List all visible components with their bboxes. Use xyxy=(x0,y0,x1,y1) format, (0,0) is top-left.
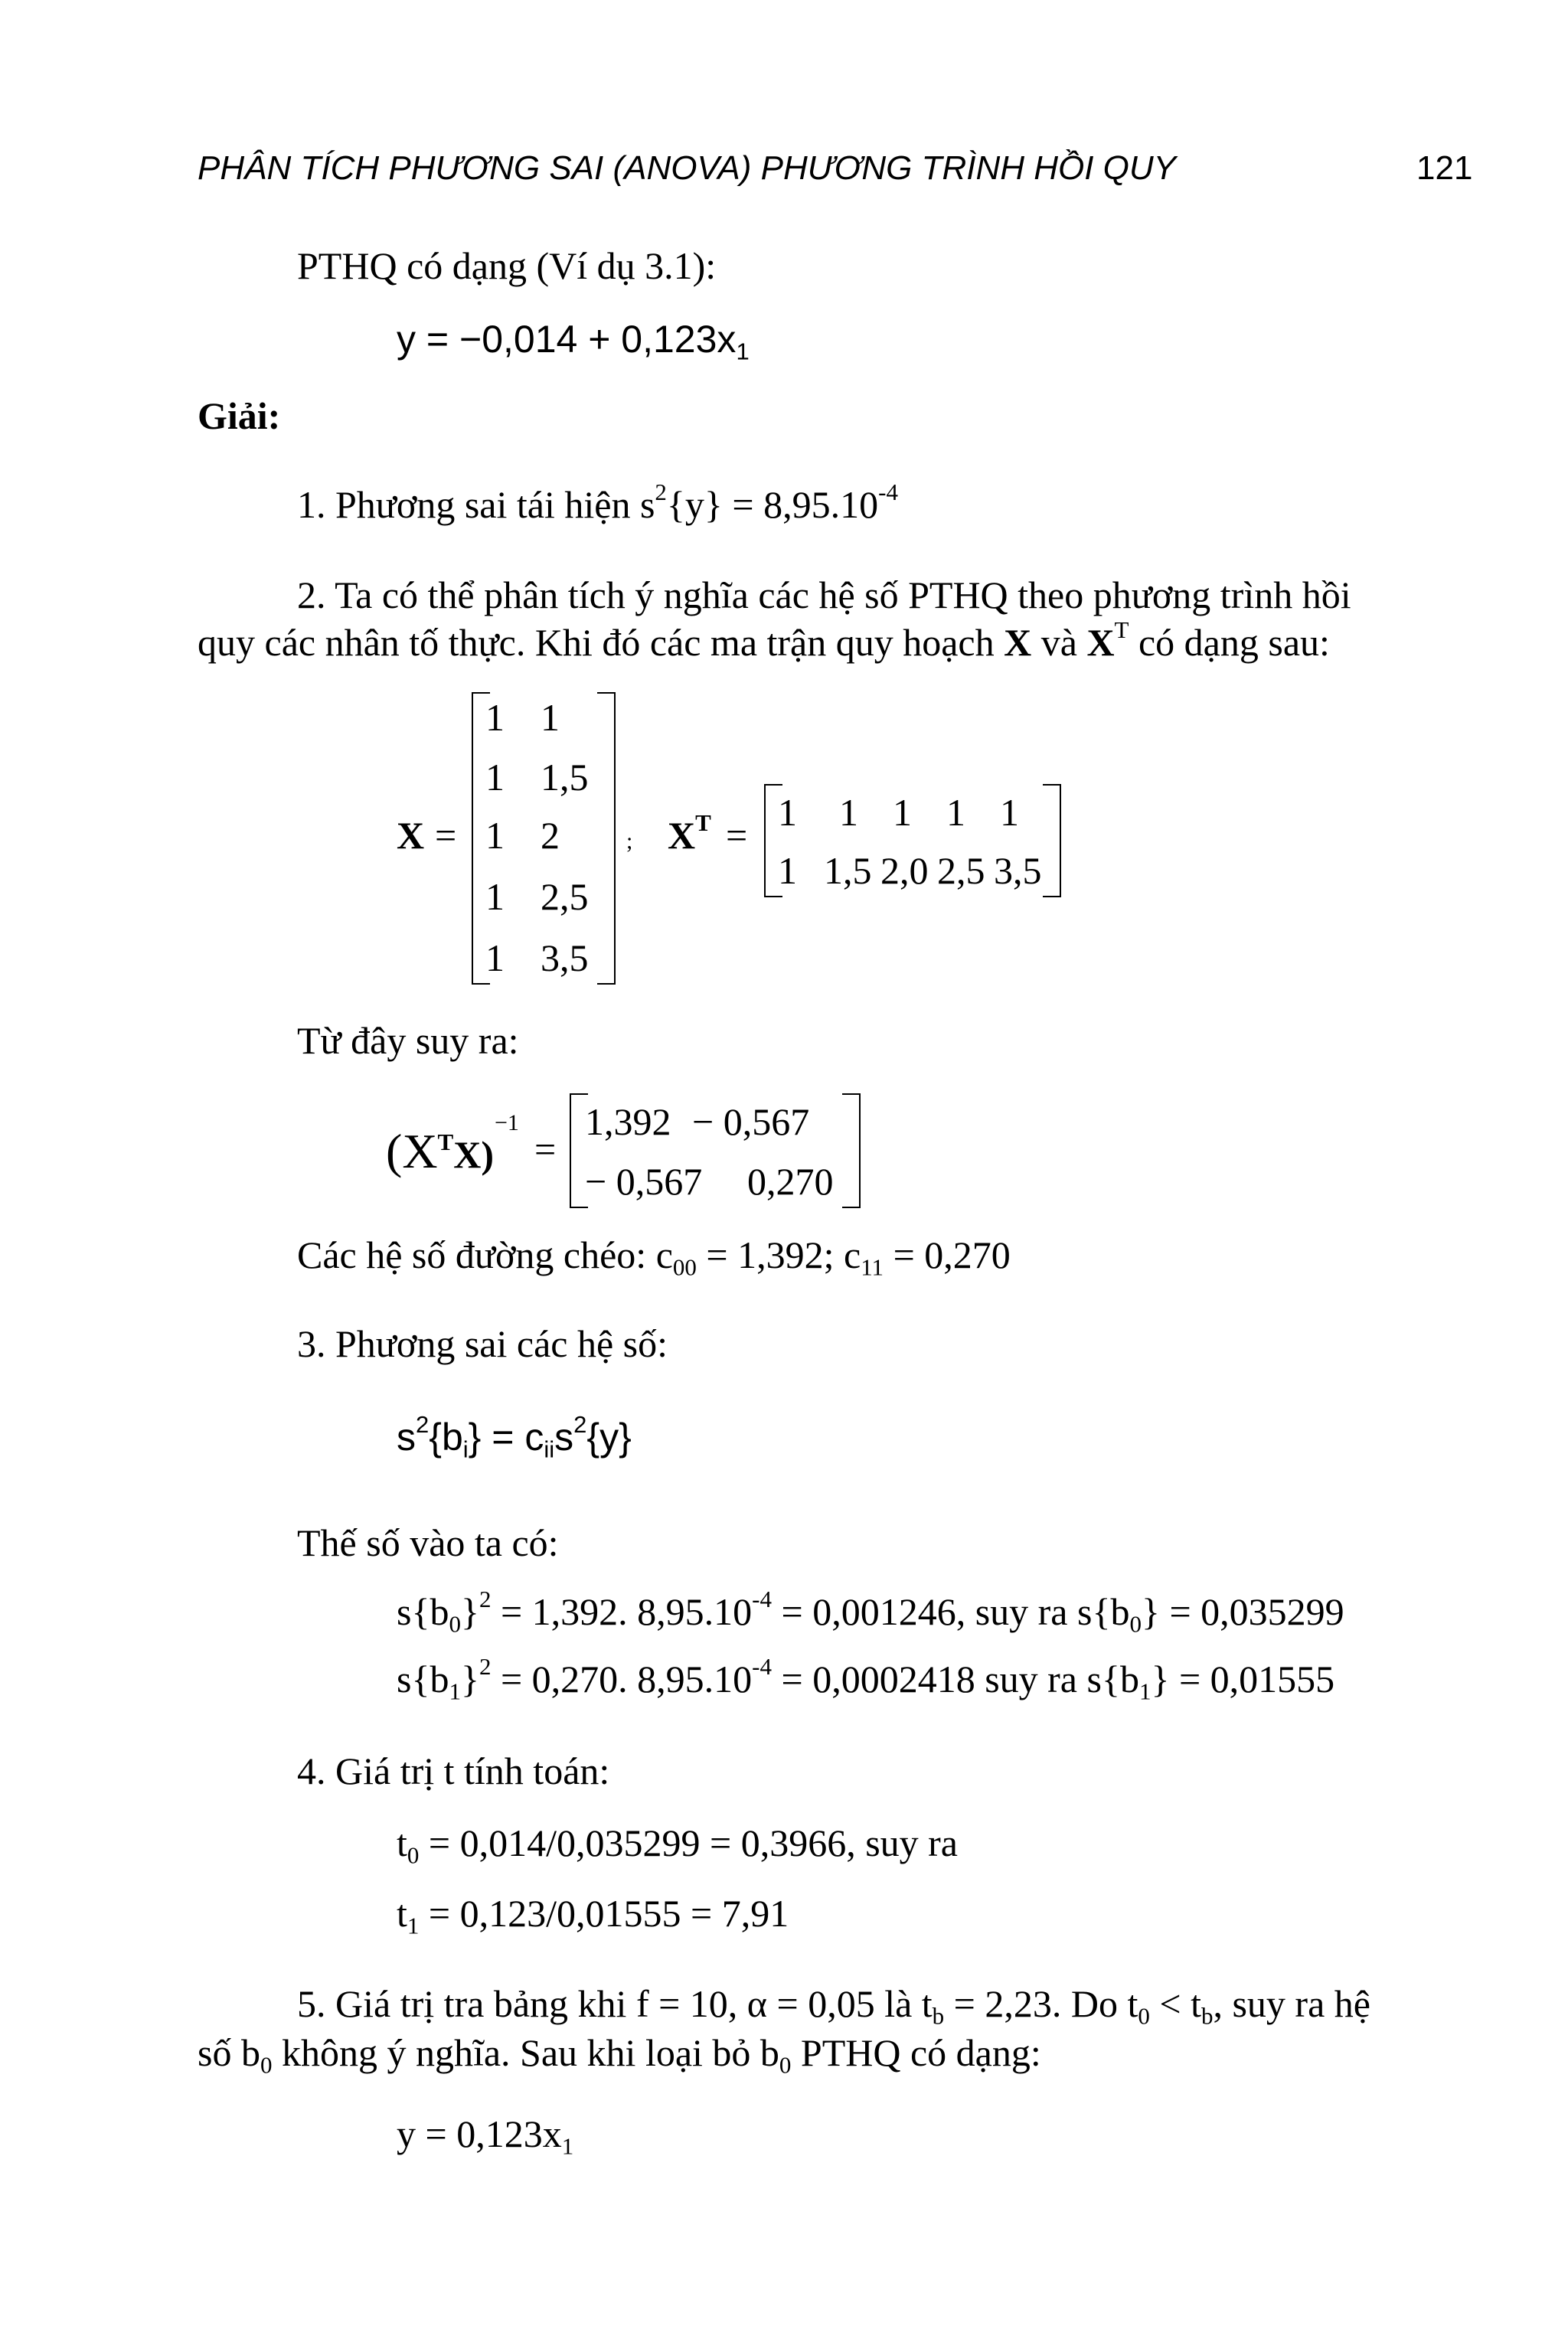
diag-mid: = 1,392; c xyxy=(696,1233,861,1276)
inverse-lhs xyxy=(386,1124,494,1178)
step5-line2-b: không ý nghĩa. Sau khi loại bỏ b xyxy=(272,2031,779,2074)
sb1-b: } xyxy=(460,1658,479,1700)
step2-line2-a: quy các nhân tố thực. Khi đó các ma trận quy hoạch xyxy=(198,621,1004,664)
formula-mid: } = c xyxy=(468,1416,544,1459)
formula-ii: ii xyxy=(544,1436,555,1463)
matrix-separator: ; xyxy=(626,828,633,854)
matrix-xt-cell: 1 xyxy=(778,791,797,834)
inverse-equals: = xyxy=(534,1128,557,1171)
step3-title: 3. Phương sai các hệ số: xyxy=(297,1322,668,1365)
step2-line2 xyxy=(198,616,1330,664)
sb0-sub: 0 xyxy=(449,1610,461,1638)
sb1-sub: 1 xyxy=(449,1677,461,1705)
matrix-x-cell: 1,5 xyxy=(541,756,589,799)
pthq-form-text: PTHQ có dạng (Ví dụ 3.1): xyxy=(297,244,717,287)
step4-title: 4. Giá trị t tính toán: xyxy=(297,1749,610,1792)
sb1-e: } = 0,01555 xyxy=(1151,1658,1335,1700)
step2-matrix-xt-label: X xyxy=(1086,621,1115,664)
step5-line1 xyxy=(297,1982,1370,2030)
matrix-xt-label-x: X xyxy=(668,814,696,857)
sb1-c: = 0,270. 8,95.10 xyxy=(491,1658,753,1700)
diag-c11-sub: 11 xyxy=(861,1253,884,1281)
sb0-e: } = 0,035299 xyxy=(1141,1590,1344,1633)
equation-sub: 1 xyxy=(736,338,750,365)
step5-line2-c: PTHQ có dạng: xyxy=(791,2031,1041,2074)
step5-line2 xyxy=(198,2031,1041,2079)
sb1-sup: 2 xyxy=(479,1652,492,1680)
sb1-exp: -4 xyxy=(752,1652,772,1680)
sb0-line xyxy=(397,1585,1344,1638)
step1-after: {y} = 8,95.10 xyxy=(666,483,879,526)
equation-lhs: y xyxy=(397,318,416,361)
t0-b: = 0,014/0,035299 = 0,3966, suy ra xyxy=(419,1821,958,1864)
inverse-power: −1 xyxy=(495,1110,519,1135)
step5-line2-sub2: 0 xyxy=(779,2051,792,2079)
t0-line xyxy=(397,1821,958,1869)
inverse-matrix-cell: − 0,567 xyxy=(585,1160,703,1203)
sb1-d: = 0,0002418 suy ra s{b xyxy=(772,1658,1139,1700)
solution-heading: Giải: xyxy=(198,394,281,437)
t1-line xyxy=(397,1892,789,1939)
t1-b: = 0,123/0,01555 = 7,91 xyxy=(419,1892,789,1935)
final-eq-sub: 1 xyxy=(561,2132,574,2160)
t1-a: t xyxy=(397,1892,407,1935)
matrix-x-cell: 1 xyxy=(485,875,505,918)
matrix-xt-label-sup: T xyxy=(695,808,711,836)
matrix-xt-cell: 2,5 xyxy=(937,849,985,892)
inverse-lhs-close: X) xyxy=(453,1133,494,1176)
formula-sup2: 2 xyxy=(573,1410,587,1438)
final-eq-a: y = 0,123x xyxy=(397,2112,562,2155)
equation-rhs: = −0,014 + 0,123x xyxy=(426,318,737,361)
matrix-xt-right-bracket xyxy=(1043,784,1061,897)
matrix-x-cell: 1 xyxy=(485,936,505,979)
inverse-right-bracket xyxy=(842,1093,861,1208)
matrix-xt-cell: 1,5 xyxy=(824,849,872,892)
matrix-xt-cell: 2,0 xyxy=(880,849,929,892)
matrix-x-cell: 1 xyxy=(541,696,560,739)
step1-text xyxy=(297,478,898,526)
coefficient-variance-formula xyxy=(397,1410,632,1463)
diag-c00-sub: 00 xyxy=(672,1253,697,1281)
step5-line1-c: < t xyxy=(1149,1982,1201,2025)
step5-line2-a: số b xyxy=(198,2031,260,2074)
diag-end: = 0,270 xyxy=(884,1233,1011,1276)
matrix-x-cell: 1 xyxy=(485,696,505,739)
substitute-text: Thế số vào ta có: xyxy=(297,1521,559,1564)
inverse-lhs-sup: T xyxy=(437,1128,454,1155)
step1-exp: -4 xyxy=(878,478,898,505)
matrix-xt-equals: = xyxy=(726,814,748,857)
final-equation xyxy=(397,2112,574,2160)
t1-sub: 1 xyxy=(407,1912,420,1939)
step2-line2-b: và xyxy=(1031,621,1087,664)
page-number: 121 xyxy=(1416,149,1473,187)
step5-line1-a: 5. Giá trị tra bảng khi f = 10, α = 0,05 là t xyxy=(297,1982,933,2025)
matrix-xt-cell: 1 xyxy=(1000,791,1019,834)
diagonal-coefficients xyxy=(297,1233,1011,1281)
step5-sub-0: 0 xyxy=(1138,2002,1150,2030)
step5-line1-b: = 2,23. Do t xyxy=(944,1982,1138,2025)
regression-equation xyxy=(397,318,750,365)
inverse-matrix-cell: 0,270 xyxy=(747,1160,834,1203)
step2-matrix-x-label: X xyxy=(1004,621,1032,664)
formula-i: i xyxy=(462,1436,469,1463)
matrix-x-cell: 2 xyxy=(541,814,560,857)
matrix-x-right-bracket xyxy=(597,692,616,985)
sb0-b: } xyxy=(460,1590,479,1633)
sb0-a: s{b xyxy=(397,1590,449,1633)
step2-line2-c: có dạng sau: xyxy=(1129,621,1330,664)
sb1-line xyxy=(397,1652,1335,1705)
diag-text: Các hệ số đường chéo: c xyxy=(297,1233,673,1276)
formula-sup: 2 xyxy=(416,1410,430,1438)
inverse-lhs-open: (X xyxy=(386,1124,438,1178)
formula-b: {b xyxy=(429,1416,463,1459)
matrix-xt-cell: 1 xyxy=(839,791,858,834)
step5-line2-sub: 0 xyxy=(260,2051,273,2079)
sb1-a: s{b xyxy=(397,1658,449,1700)
sb0-c: = 1,392. 8,95.10 xyxy=(491,1590,753,1633)
running-header: PHÂN TÍCH PHƯƠNG SAI (ANOVA) PHƯƠNG TRÌNH HỒI QUY xyxy=(198,149,1177,187)
matrix-x-label: X xyxy=(397,814,425,857)
inverse-matrix-cell: − 0,567 xyxy=(692,1100,810,1143)
step5-line1-d: , suy ra hệ xyxy=(1213,1982,1370,2025)
formula-s: s xyxy=(397,1416,416,1459)
sb0-d: = 0,001246, suy ra s{b xyxy=(772,1590,1130,1633)
matrix-x-cell: 1 xyxy=(485,756,505,799)
step5-sub-b: b xyxy=(932,2002,945,2030)
sb1-sub2: 1 xyxy=(1138,1677,1152,1705)
step2-line1: 2. Ta có thể phân tích ý nghĩa các hệ số PTHQ theo phương trình hồi xyxy=(297,573,1351,616)
step5-sub-b2: b xyxy=(1200,2002,1214,2030)
step2-t-sup: T xyxy=(1114,616,1129,643)
inverse-matrix-cell: 1,392 xyxy=(585,1100,671,1143)
matrix-xt-cell: 1 xyxy=(778,849,797,892)
matrix-x-cell: 3,5 xyxy=(541,936,589,979)
sb0-sup: 2 xyxy=(479,1585,492,1612)
matrix-xt-label xyxy=(668,808,711,857)
sb0-exp: -4 xyxy=(752,1585,772,1612)
matrix-x-cell: 2,5 xyxy=(541,875,589,918)
step1-sup: 2 xyxy=(655,478,667,505)
matrix-xt-cell: 1 xyxy=(946,791,965,834)
step1-before: 1. Phương sai tái hiện s xyxy=(297,483,655,526)
formula-end: {y} xyxy=(586,1416,632,1459)
derive-text: Từ đây suy ra: xyxy=(297,1019,519,1062)
matrix-xt-cell: 1 xyxy=(893,791,912,834)
formula-s2: s xyxy=(554,1416,574,1459)
t0-a: t xyxy=(397,1821,407,1864)
matrix-xt-cell: 3,5 xyxy=(994,849,1042,892)
sb0-sub2: 0 xyxy=(1129,1610,1142,1638)
matrix-x-equals: = xyxy=(435,814,457,857)
matrix-x-cell: 1 xyxy=(485,814,505,857)
t0-sub: 0 xyxy=(407,1841,420,1869)
